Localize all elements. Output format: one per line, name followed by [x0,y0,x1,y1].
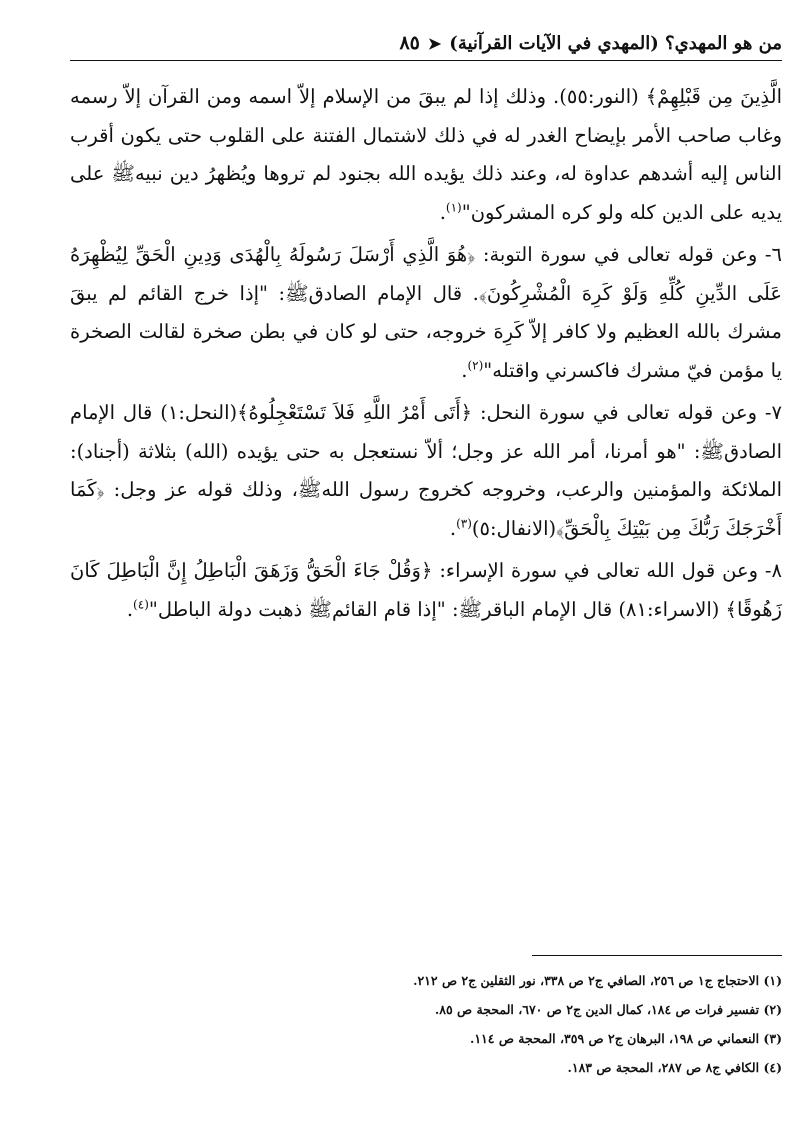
footnote-ref: (٢) [467,358,484,372]
page-number: ٨٥ [399,32,420,54]
main-text [70,78,782,633]
paragraph-item-6 [70,236,782,390]
paragraph-text: ٦- وعن قوله تعالى في سورة التوبة: ﴿هُوَ الَّذِي أَرْسَلَ رَسُولَهُ بِالْهُدَى وَدِينِ الْحَقِّ لِيُظْهِرَهُ عَلَى الدِّينِ كُلِّهِ وَلَوْ كَرِهَ الْمُشْرِكُونَ﴾. قال الإمام الصادقﷺ: "إذا خرج القائم لم يبقَ مشرك بالله العظيم ولا كافر إلاّ كَرِهَ خروجه، حتى لو كان في بطن صخرة لقالت الصخرة يا مؤمن فيّ مشرك فاكسرني واقتله" [70,243,782,382]
paragraph-text: الَّذِينَ مِن قَبْلِهِمْ﴾ (النور:٥٥). وذلك إذا لم يبقَ من الإسلام إلاّ اسمه ومن القرآن إلاّ رسمه وغاب صاحب الأمر بإيضاح الغدر له في ذلك لاشتمال الفتنة على القلوب حتى يكون أقرب الناس إليه أشدهم عداوة له، وعند ذلك يؤيده الله بجنود لم تروها ويُظهرُ دين نبيهﷺ على يديه على الدين كله ولو كره المشركون" [70,85,783,224]
running-header [70,28,782,58]
footnote-item: (١) الاحتجاج ج١ ص ٢٥٦، الصافي ج٢ ص ٣٣٨، نور الثقلين ج٢ ص ٢١٢. [413,973,782,988]
footnotes [70,966,782,1082]
paragraph-end: . [461,358,468,382]
paragraph-text: ٨- وعن قول الله تعالى في سورة الإسراء: ﴿وَقُلْ جَاءَ الْحَقُّ وَزَهَقَ الْبَاطِلُ إِنَّ الْبَاطِلَ كَانَ زَهُوقًا﴾ (الاسراء:٨١) قال الإمام الباقرﷺ: "إذا قام القائمﷺ ذهبت دولة الباطل" [70,559,782,621]
footnote-item: (٤) الكافي ج٨ ص ٢٨٧، المحجة ص ١٨٣. [567,1060,782,1075]
footnote-ref: (٣) [456,516,472,530]
paragraph-end: . [449,516,457,540]
paragraph-end: . [126,597,134,621]
paragraph-end: . [439,200,446,224]
footnote-ref: (١) [445,200,462,214]
paragraph-continuation [70,78,782,232]
footnote-ref: (٤) [133,597,149,611]
paragraph-item-8 [70,552,782,629]
footnote-item: (٣) النعماني ص ١٩٨، البرهان ج٢ ص ٣٥٩، المحجة ص ١١٤. [469,1031,782,1046]
book-page [70,28,782,1128]
footnote-item: (٢) تفسير فرات ص ١٨٤، كمال الدين ج٢ ص ٦٧٠، المحجة ص ٨٥. [434,1002,782,1017]
running-title: من هو المهدي؟ (المهدي في الآيات القرآنية) [449,32,782,54]
arrow-marker-icon: ➤ [427,33,442,53]
footnote-separator [532,955,782,956]
header-rule [70,60,782,61]
paragraph-text: ٧- وعن قوله تعالى في سورة النحل: ﴿أَتَى أَمْرُ اللَّهِ فَلاَ تَسْتَعْجِلُوهُ﴾(النحل:١) قال الإمام الصادقﷺ: "هو أمرنا، أمر الله عز وجل؛ ألاّ نستعجل به حتى يؤيده (الله) بثلاثة (أجناد): الملائكة والمؤمنين والرعب، وخروجه كخروج رسول اللهﷺ، وذلك قوله عز وجل: ﴿كَمَا أَخْرَجَكَ رَبُّكَ مِن بَيْتِكَ بِالْحَقِّ﴾(الانفال:٥) [70,401,782,540]
paragraph-item-7 [70,394,782,548]
